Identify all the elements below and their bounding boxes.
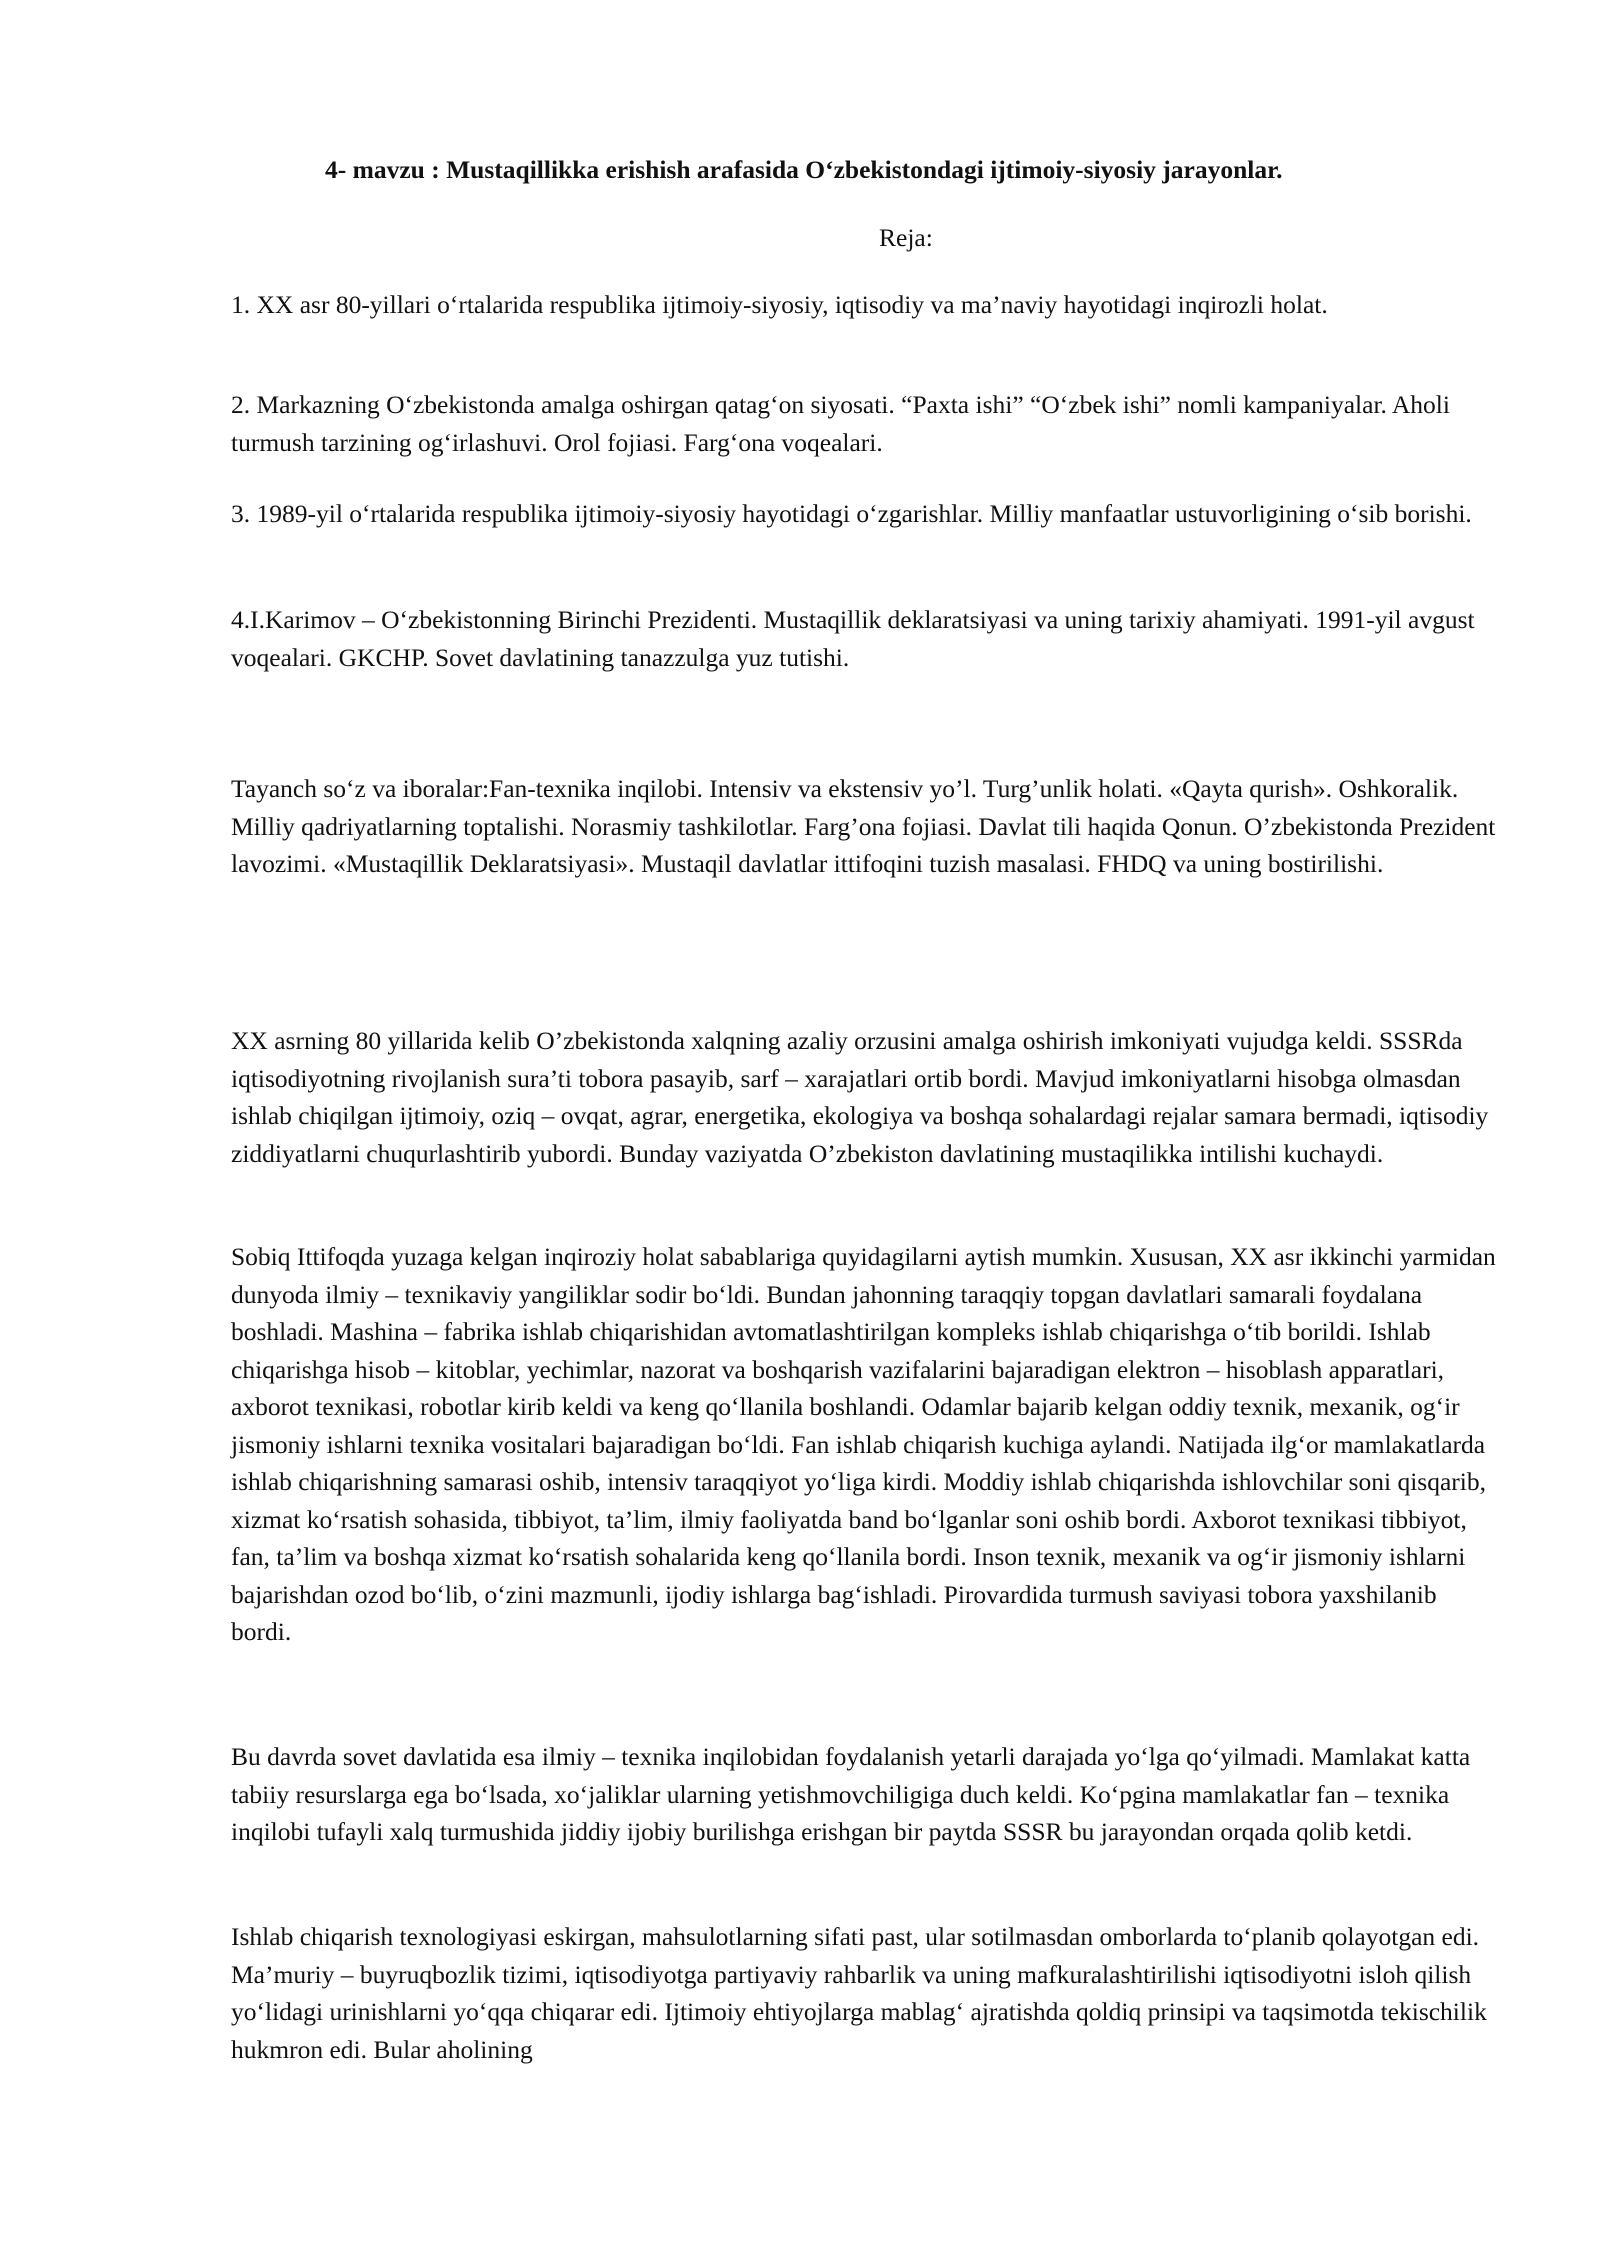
plan-item-2: 2. Markazning O‘zbekistonda amalga oshirgan qatag‘on siyosati. “Paxta ishi” “O‘zbek ishi” nomli kampaniyalar. Aholi turmush tarzining og‘irlashuvi. Orol fojiasi. Farg‘ona voqealari.	[231, 390, 1450, 457]
keywords-paragraph: Tayanch so‘z va iboralar:Fan-texnika inqilobi. Intensiv va ekstensiv yo’l. Turg’unlik holati. «Qayta qurish». Oshkoralik. Milliy qadriyatlarning toptalishi. Norasmiy tashkilotlar. Farg’ona fojiasi. Davlat tili haqida Qonun. O’zbekistonda Prezident lavozimi. «Mustaqillik Deklaratsiyasi». Mustaqil davlatlar ittifoqini tuzish masalasi. FHDQ va uning bostirilishi.	[231, 774, 1496, 878]
plan-item-1: 1. XX asr 80-yillari o‘rtalarida respublika ijtimoiy-siyosiy, iqtisodiy va ma’naviy hayotidagi inqirozli holat.	[231, 290, 1328, 319]
plan-item-4: 4.I.Karimov – O‘zbekistonning Birinchi Prezidenti. Mustaqillik deklaratsiyasi va uning tarixiy ahamiyati. 1991-yil avgust voqealari. GKCHP. Sovet davlatining tanazzulga yuz tutishi.	[231, 605, 1475, 672]
body-paragraph-3: Bu davrda sovet davlatida esa ilmiy – texnika inqilobidan foydalanish yetarli darajada yo‘lga qo‘yilmadi. Mamlakat katta tabiiy resurslarga ega bo‘lsada, xo‘jaliklar ularning yetishmovchiligiga duch keldi. Ko‘pgina mamlakatlar fan – texnika inqilobi tufayli xalq turmushida jiddiy ijobiy burilishga erishgan bir paytda SSSR bu jarayondan orqada qolib ketdi.	[231, 1742, 1471, 1846]
body-paragraph-2: Sobiq Ittifoqda yuzaga kelgan inqiroziy holat sabablariga quyidagilarni aytish mumkin. Xususan, XX asr ikkinchi yarmidan dunyoda ilmiy – texnikaviy yangiliklar sodir bo‘ldi. Bundan jahonning taraqqiy topgan davlatlari samarali foydalana boshladi. Mashina – fabrika ishlab chiqarishidan avtomatlashtirilgan kompleks ishlab chiqarishga o‘tib borildi. Ishlab chiqarishga hisob – kitoblar, yechimlar, nazorat va boshqarish vazifalarini bajaradigan elektron – hisoblash apparatlari, axborot texnikasi, robotlar kirib keldi va keng qo‘llanila boshlandi. Odamlar bajarib kelgan oddiy texnik, mexanik, og‘ir jismoniy ishlarni texnika vositalari bajaradigan bo‘ldi. Fan ishlab chiqarish kuchiga aylandi. Natijada ilg‘or mamlakatlarda ishlab chiqarishning samarasi oshib, intensiv taraqqiyot yo‘liga kirdi. Moddiy ishlab chiqarishda ishlovchilar soni qisqarib, xizmat ko‘rsatish sohasida, tibbiyot, ta’lim, ilmiy faoliyatda band bo‘lganlar soni oshib bordi. Axborot texnikasi tibbiyot, fan, ta’lim va boshqa xizmat ko‘rsatish sohalarida keng qo‘llanila bordi. Inson texnik, mexanik va og‘ir jismoniy ishlarni bajarishdan ozod bo‘lib, o‘zini mazmunli, ijodiy ishlarga bag‘ishladi. Pirovardida turmush saviyasi tobora yaxshilanib bordi.	[231, 1242, 1496, 1646]
plan-heading: Reja:	[879, 223, 933, 252]
document-title: 4- mavzu : Mustaqillikka erishish arafasida O‘zbekistondagi ijtimoiy-siyosiy jarayonlar.	[325, 155, 1283, 184]
plan-item-3: 3. 1989-yil o‘rtalarida respublika ijtimoiy-siyosiy hayotidagi o‘zgarishlar. Milliy manfaatlar ustuvorligining o‘sib borishi.	[231, 499, 1472, 528]
body-paragraph-4: Ishlab chiqarish texnologiyasi eskirgan, mahsulotlarning sifati past, ular sotilmasdan omborlarda to‘planib qolayotgan edi. Ma’muriy – buyruqbozlik tizimi, iqtisodiyotga partiyaviy rahbarlik va uning mafkuralashtirilishi iqtisodiyotni isloh qilish yo‘lidagi urinishlarni yo‘qqa chiqarar edi. Ijtimoiy ehtiyojlarga mablag‘ ajratishda qoldiq prinsipi va taqsimotda tekischilik hukmron edi. Bular aholining	[231, 1922, 1487, 2064]
body-paragraph-1: XX asrning 80 yillarida kelib O’zbekistonda xalqning azaliy orzusini amalga oshirish imkoniyati vujudga keldi. SSSRda iqtisodiyotning rivojlanish sura’ti tobora pasayib, sarf – xarajatlari ortib bordi. Mavjud imkoniyatlarni hisobga olmasdan ishlab chiqilgan ijtimoiy, oziq – ovqat, agrar, energetika, ekologiya va boshqa sohalardagi rejalar samara bermadi, iqtisodiy ziddiyatlarni chuqurlashtirib yubordi. Bunday vaziyatda O’zbekiston davlatining mustaqilikka intilishi kuchaydi.	[231, 1026, 1489, 1168]
